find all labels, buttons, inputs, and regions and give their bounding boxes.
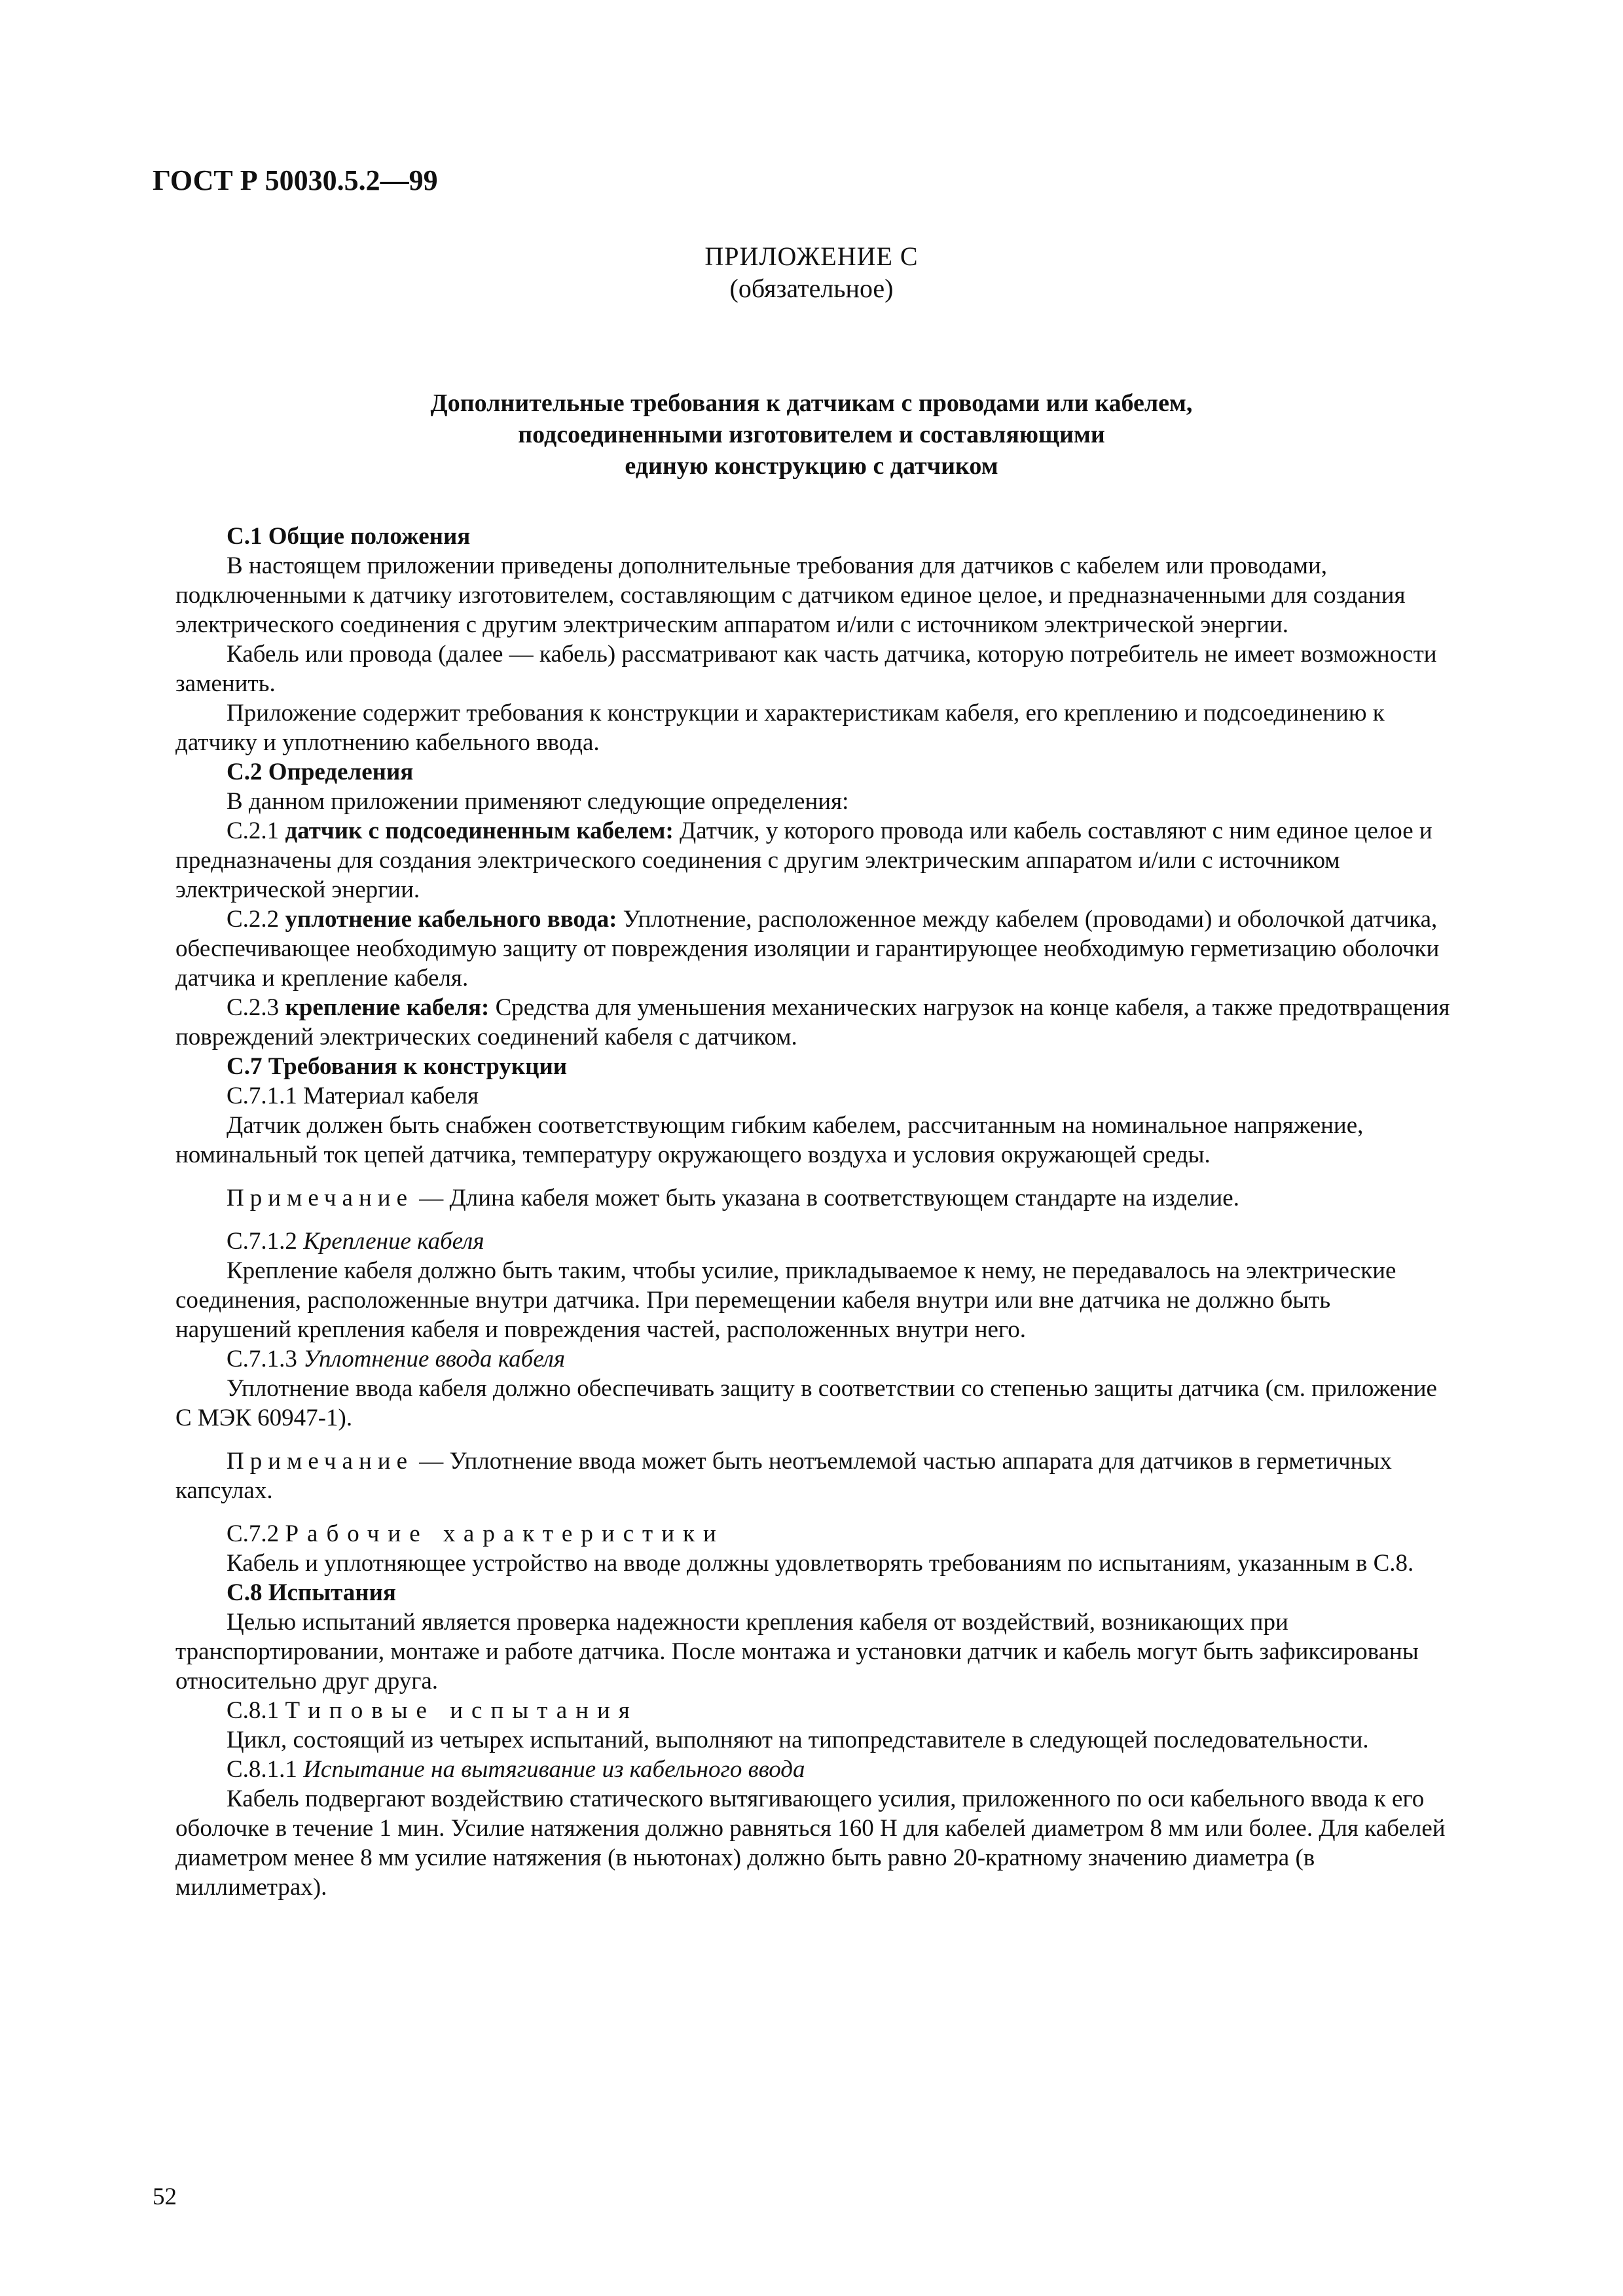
clause-c8-1-title (175, 1696, 1451, 1725)
document-code: ГОСТ Р 50030.5.2—99 (153, 164, 438, 196)
note-text: — Длина кабеля может быть указана в соответствующем стандарте на изделие. (419, 1185, 1239, 1211)
appendix-heading-line-1: Дополнительные требования к датчикам с проводами или кабелем, (430, 389, 1193, 417)
clause-c8-1-1-title (175, 1755, 1451, 1784)
clause-title: Типовые испытания (285, 1697, 638, 1724)
clause-title: Испытание на вытягивание из кабельного ввода (303, 1756, 805, 1783)
appendix-heading (0, 387, 1623, 482)
defined-term: датчик с подсоединенным кабелем: (285, 817, 674, 844)
clause-number: С.8.1.1 (227, 1756, 297, 1783)
clause-number: С.7.1.3 (227, 1346, 297, 1372)
paragraph: Приложение содержит требования к конструкции и характеристикам кабеля, его креплению и подсоединению к датчику и уплотнению кабельного ввода. (175, 700, 1385, 756)
paragraph: Датчик должен быть снабжен соответствующим гибким кабелем, рассчитанным на номинальное напряжение, номинальный ток цепей датчика, температуру окружающего воздуха и условия окружающей среды. (175, 1112, 1364, 1168)
paragraph: Кабель или провода (далее — кабель) рассматривают как часть датчика, которую потребитель не имеет возможности заменить. (175, 641, 1437, 697)
appendix-status: (обязательное) (729, 274, 894, 303)
appendix-title: ПРИЛОЖЕНИЕ С (704, 242, 919, 271)
paragraph: Целью испытаний является проверка надежности крепления кабеля от воздействий, возникающих при транспортировании, монтаже и работе датчика. После монтажа и установки датчик и кабель могут быть зафиксированы относительно друг друга. (175, 1609, 1419, 1695)
defined-term: крепление кабеля: (285, 994, 490, 1021)
section-heading-c2: С.2 Определения (227, 759, 414, 785)
clause-c7-2-title (175, 1519, 1451, 1549)
paragraph: В настоящем приложении приведены дополнительные требования для датчиков с кабелем или проводами, подключенными к датчику изготовителем, составляющим с датчиком единое целое, и предназначенными для создания электрического соединения с другим электрическим аппаратом и/или с источником электрической энергии. (175, 552, 1406, 638)
note-text: — Уплотнение ввода может быть неотъемлемой частью аппарата для датчиков в герметичных капсулах. (175, 1448, 1392, 1504)
definition-c2-3 (175, 993, 1451, 1052)
definition-text: Средства для уменьшения механических нагрузок на конце кабеля, а также предотвращения повреждений электрических соединений кабеля с датчиком. (175, 994, 1450, 1050)
clause-title: Рабочие характеристики (285, 1520, 725, 1547)
paragraph: Кабель подвергают воздействию статического вытягивающего усилия, приложенного по оси кабельного ввода к его оболочке в течение 1 мин. Усилие натяжения должно равняться 160 Н для кабелей диаметром 8 мм или более. Для кабелей диаметром менее 8 мм усилие натяжения (в ньютонах) должно быть равно 20-кратному значению диаметра (в миллиметрах). (175, 1785, 1446, 1901)
paragraph: Кабель и уплотняющее устройство на вводе должны удовлетворять требованиям по испытаниям, указанным в С.8. (227, 1550, 1414, 1577)
paragraph: Цикл, состоящий из четырех испытаний, выполняют на типопредставителе в следующей последовательности. (227, 1727, 1369, 1753)
definition-text: Датчик, у которого провода или кабель составляют с ним единое целое и предназначены для создания электрического соединения с другим электрическим аппаратом и/или с источником электрической энергии. (175, 817, 1432, 903)
section-heading-c8: С.8 Испытания (227, 1579, 396, 1606)
definition-c2-2 (175, 905, 1451, 993)
appendix-heading-line-3: единую конструкцию с датчиком (625, 452, 998, 480)
defined-term: уплотнение кабельного ввода: (285, 906, 617, 933)
note-label: Примечание (227, 1185, 413, 1211)
note-label: Примечание (227, 1448, 413, 1475)
clause-title: Уплотнение ввода кабеля (303, 1346, 566, 1372)
definition-text: Уплотнение, расположенное между кабелем (проводами) и оболочкой датчика, обеспечивающее необходимую защиту от повреждения изоляции и гарантирующее необходимую герметизацию оболочки датчика и крепление кабеля. (175, 906, 1440, 992)
page-number: 52 (153, 2183, 177, 2210)
clause-title: Крепление кабеля (303, 1228, 484, 1255)
paragraph: Уплотнение ввода кабеля должно обеспечивать защиту в соответствии со степенью защиты датчика (см. приложение С МЭК 60947-1). (175, 1375, 1437, 1431)
clause-c7-1-2-title (175, 1227, 1451, 1256)
clause-number: С.7.1.2 (227, 1228, 297, 1255)
clause-c7-1-3-title (175, 1344, 1451, 1374)
paragraph: В данном приложении применяют следующие определения: (227, 788, 849, 815)
section-heading-c7: С.7 Требования к конструкции (227, 1053, 568, 1080)
clause-number: С.2.3 (227, 994, 280, 1021)
clause-number: С.2.1 (227, 817, 280, 844)
paragraph: Крепление кабеля должно быть таким, чтобы усилие, прикладываемое к нему, не передавалось на электрические соединения, расположенные внутри датчика. При перемещении кабеля внутри или вне датчика не должно быть нарушений крепления кабеля и повреждения частей, расположенных внутри него. (175, 1257, 1396, 1343)
clause-number: С.7.2 (227, 1520, 280, 1547)
document-body (175, 522, 1451, 1902)
clause-number: С.2.2 (227, 906, 280, 933)
clause-c7-1-1-title: С.7.1.1 Материал кабеля (227, 1083, 479, 1109)
section-heading-c1: С.1 Общие положения (227, 523, 471, 550)
clause-number: С.8.1 (227, 1697, 280, 1724)
appendix-heading-line-2: подсоединенными изготовителем и составляющими (518, 421, 1105, 448)
definition-c2-1 (175, 816, 1451, 905)
note (175, 1446, 1451, 1505)
note (175, 1183, 1451, 1213)
